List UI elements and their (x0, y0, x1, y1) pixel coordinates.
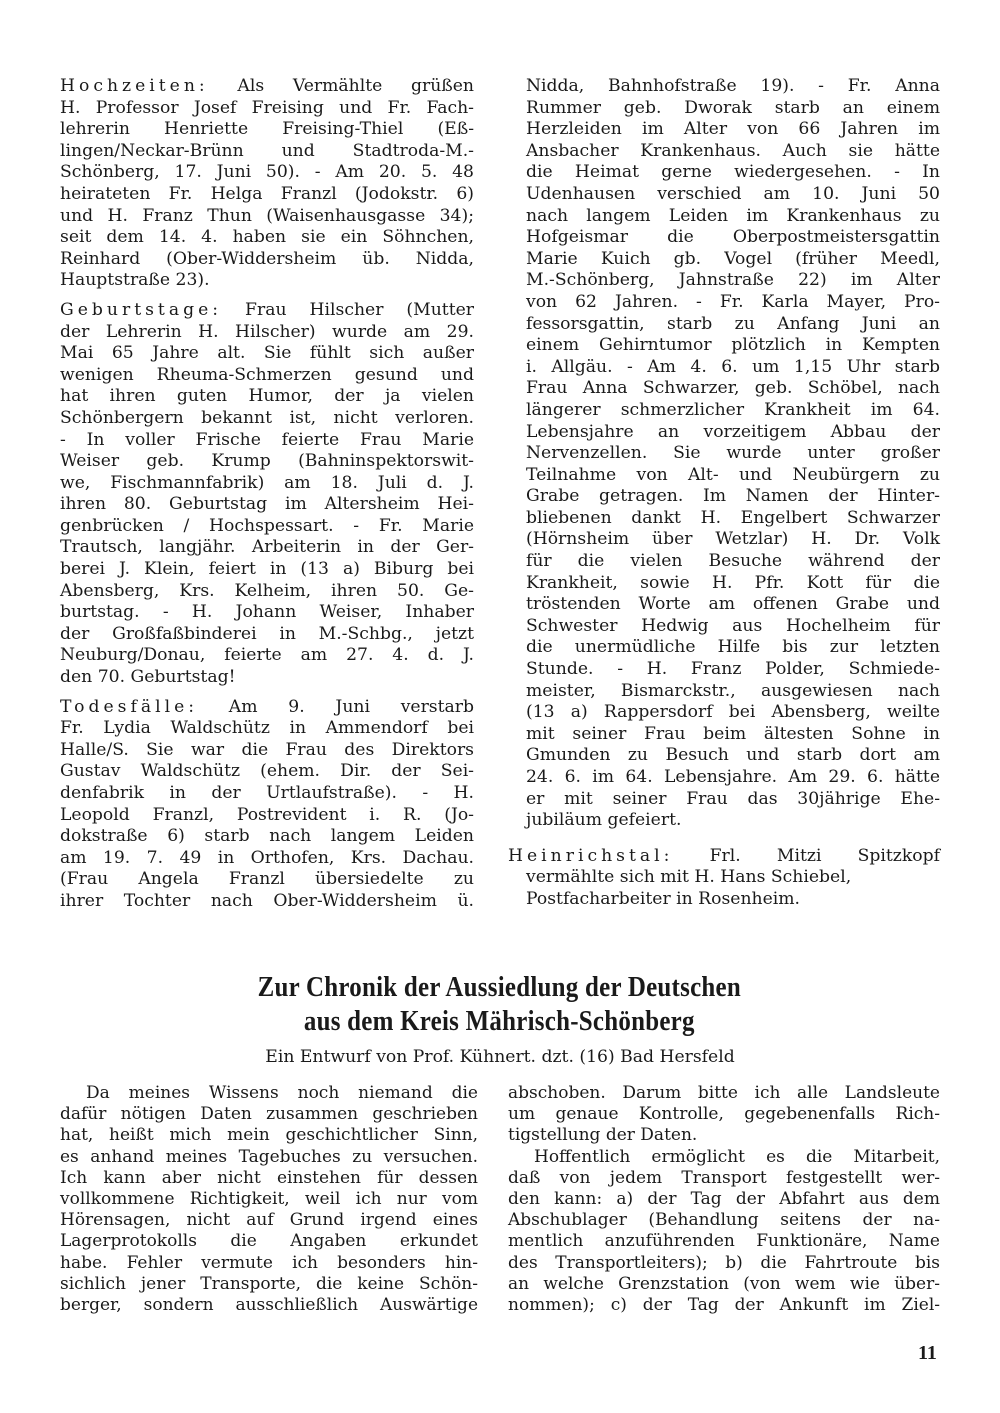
text-line: Mai 65 Jahre alt. Sie fühlt sich außer (60, 343, 474, 364)
section-hochzeiten (60, 76, 474, 292)
text-line: den kann: a) der Tag der Abfahrt aus dem (508, 1188, 940, 1209)
text-line: Nervenzellen. Sie wurde unter großer (526, 443, 940, 464)
text-line: genbrücken / Hochspessart. - Fr. Marie (60, 515, 474, 536)
text-line: Herzleiden im Alter von 66 Jahren im (526, 119, 940, 140)
text-line: einem Gehirntumor plötzlich in Kempten (526, 335, 940, 356)
text-line: am 19. 7. 49 in Orthofen, Krs. Dachau. (60, 847, 474, 868)
article-title-line-2: aus dem Kreis Mährisch-Schönberg (303, 1005, 695, 1037)
text-line: (13 a) Rappersdorf bei Abensberg, weilte (526, 702, 940, 723)
page-number: 11 (918, 1342, 937, 1364)
text-line: Trautsch, langjähr. Arbeiterin in der Ger- (60, 537, 474, 558)
text-line: jubiläum gefeiert. (526, 810, 682, 831)
text-line: längerer schmerzlicher Krankheit im 64. (526, 399, 940, 420)
section-label: Geburtstage: (60, 299, 223, 320)
section-label: Heinrichstal: (508, 845, 674, 866)
text-line: habe. Fehler vermute ich besonders hin- (60, 1252, 478, 1273)
article-title (69, 970, 929, 1038)
text-line: ihrer Tochter nach Ober-Widdersheim ü. (60, 890, 474, 911)
text-line: Hauptstraße 23). (60, 270, 210, 291)
text-line: bliebenen dankt H. Engelbert Schwarzer (526, 507, 940, 528)
text-line: Gmunden zu Besuch und starb dort am (526, 745, 940, 766)
text-line: Geburtstage: Frau Hilscher (Mutter (60, 299, 474, 320)
article-byline: Ein Entwurf von Prof. Kühnert. dzt. (16) Bad Hersfeld (265, 1047, 735, 1067)
text-line: der Großfaßbinderei in M.-Schbg., jetzt (60, 623, 474, 644)
text-line: vollkommene Richtigkeit, weil ich nur vom (60, 1188, 478, 1209)
text-line: Gustav Waldschütz (ehem. Dir. der Sei- (60, 761, 474, 782)
text-line: Marie Kuich gb. Vogel (früher Meedl, (526, 248, 940, 269)
section-todesfaelle (60, 697, 474, 913)
text-line: berei J. Klein, feiert in (13 a) Biburg bei (60, 559, 474, 580)
text-line: Rummer geb. Dworak starb an einem (526, 97, 940, 118)
text-line: Postfacharbeiter in Rosenheim. (526, 888, 801, 909)
text-line: Schönberg, 17. Juni 50). - Am 20. 5. 48 (60, 162, 474, 183)
text-line: es anhand meines Tagebuches zu versuchen. (60, 1146, 478, 1167)
article-left-column (60, 1083, 478, 1316)
text-line: Weiser geb. Krump (Bahninspektorswit- (60, 451, 474, 472)
text-line: Hofgeismar die Oberpostmeistersgattin (526, 227, 940, 248)
section-label: Todesfälle: (60, 696, 199, 717)
text-line: hat, heißt mich mein geschichtlicher Sinn, (60, 1125, 478, 1146)
text-line: Frau Anna Schwarzer, geb. Schöbel, nach (526, 378, 940, 399)
text-line: abschoben. Darum bitte ich alle Landsleute (508, 1083, 940, 1103)
text-line: dokstraße 6) starb nach langem Leiden (60, 826, 474, 847)
text-line: heirateten Fr. Helga Franzl (Jodokstr. 6) (60, 183, 474, 204)
text-line: denfabrik in der Urtlaufstraße). - H. (60, 783, 474, 803)
text-line: Halle/S. Sie war die Frau des Direktors (60, 739, 474, 760)
text-line: und H. Franz Thun (Waisenhausgasse 34); (60, 205, 474, 226)
section-heinrichstal (508, 846, 940, 911)
text-line: fessorsgattin, starb zu Anfang Juni an (526, 313, 940, 334)
article-right-column (508, 1083, 940, 1316)
text-line: - In voller Frische feierte Frau Marie (60, 429, 474, 450)
text-line: er mit seiner Frau das 30jährige Ehe- (526, 788, 940, 809)
text-line: i. Allgäu. - Am 4. 6. um 1,15 Uhr starb (526, 356, 940, 377)
text-line: Grabe getragen. Im Namen der Hinter- (526, 486, 940, 507)
article-title-line-1: Zur Chronik der Aussiedlung der Deutschen (257, 971, 742, 1003)
text-line: burtstag. - H. Johann Weiser, Inhaber (60, 602, 474, 623)
text-line: ihren 80. Geburtstag im Altersheim Hei- (60, 494, 474, 515)
text-line: Hoffentlich ermöglicht es die Mitarbeit, (534, 1146, 940, 1167)
text-line: von 62 Jahren. - Fr. Karla Mayer, Pro- (526, 291, 940, 312)
text-line: Todesfälle: Am 9. Juni verstarb (60, 696, 474, 717)
text-line: Stunde. - H. Franz Polder, Schmiede- (526, 659, 940, 680)
text-line: der Lehrerin H. Hilscher) wurde am 29. (60, 321, 474, 342)
top-right-column (508, 76, 940, 919)
section-todesfaelle-continued (526, 76, 940, 832)
text-line: Reinhard (Ober-Widdersheim üb. Nidda, (60, 248, 474, 269)
text-line: nach langem Leiden im Krankenhaus zu (526, 205, 940, 226)
text-line: Ich kann aber nicht einstehen für dessen (60, 1167, 478, 1188)
text-line: die Heimat gerne wiedergesehen. - In (526, 162, 940, 183)
text-line: Lebensjahre an vorzeitigem Abbau der (526, 421, 940, 442)
text-line: um genaue Kontrolle, gegebenenfalls Rich- (508, 1104, 940, 1125)
text-line: Heinrichstal: Frl. Mitzi Spitzkopf (508, 845, 940, 866)
text-line: Nidda, Bahnhofstraße 19). - Fr. Anna (526, 76, 940, 96)
text-line: Hörensagen, nicht auf Grund irgend eines (60, 1210, 478, 1231)
text-line: Hochzeiten: Als Vermählte grüßen (60, 76, 474, 96)
text-line: Ansbacher Krankenhaus. Auch sie hätte (526, 140, 940, 161)
text-line: Schönbergern bekannt ist, nicht verloren. (60, 407, 474, 428)
text-line: sichlich jener Transporte, die keine Schön- (60, 1273, 478, 1294)
text-line: an welche Grenzstation (von wem wie über- (508, 1273, 940, 1294)
text-line: Da meines Wissens noch niemand die (86, 1083, 478, 1103)
text-line: tigstellung der Daten. (508, 1125, 698, 1146)
text-line: die unermüdliche Hilfe bis zur letzten (526, 637, 940, 658)
text-line: Lagerprotokolls die Angaben erkundet (60, 1231, 478, 1252)
text-line: we, Fischmannfabrik) am 18. Juli d. J. (60, 472, 474, 493)
text-line: Fr. Lydia Waldschütz in Ammendorf bei (60, 718, 474, 739)
text-line: hat ihren guten Humor, der ja vielen (60, 386, 474, 407)
text-line: den 70. Geburtstag! (60, 667, 236, 688)
text-line: Krankheit, sowie H. Pfr. Kott für die (526, 572, 940, 593)
text-line: des Transportleiters); b) die Fahrtroute bis (508, 1252, 940, 1273)
text-line: tröstenden Worte am offenen Grabe und (526, 594, 940, 615)
text-line: Abschublager (Behandlung seitens der na- (508, 1210, 940, 1231)
text-line: Udenhausen verschied am 10. Juni 50 (526, 183, 940, 204)
text-line: mentlich anzuführenden Funktionäre, Name (508, 1231, 940, 1252)
section-geburtstage (60, 300, 474, 689)
text-line: H. Professor Josef Freising und Fr. Fach- (60, 97, 474, 118)
text-line: 24. 6. im 64. Lebensjahre. Am 29. 6. hätte (526, 767, 940, 787)
text-line: seit dem 14. 4. haben sie ein Söhnchen, (60, 227, 474, 248)
text-line: mit seiner Frau beim ältesten Sohne in (526, 723, 940, 744)
text-line: lingen/Neckar-Brünn und Stadtroda-M.- (60, 140, 474, 161)
text-line: dafür nötigen Daten zusammen geschrieben (60, 1104, 478, 1125)
top-left-column (60, 76, 474, 921)
text-line: (Hörnsheim über Wetzlar) H. Dr. Volk (526, 529, 940, 550)
text-line: daß von jedem Transport festgestellt wer- (508, 1167, 940, 1188)
text-line: Neuburg/Donau, feierte am 27. 4. d. J. (60, 645, 474, 666)
text-line: Teilnahme von Alt- und Neubürgern zu (526, 464, 940, 485)
text-line: berger, sondern ausschließlich Auswärtige (60, 1294, 478, 1315)
text-line: (Frau Angela Franzl übersiedelte zu (60, 869, 474, 890)
text-line: M.-Schönberg, Jahnstraße 22) im Alter (526, 270, 940, 291)
text-line: Schwester Hedwig aus Hochelheim für (526, 615, 940, 636)
text-line: Leopold Franzl, Postrevident i. R. (Jo- (60, 804, 474, 825)
text-line: meister, Bismarckstr., ausgewiesen nach (526, 680, 940, 701)
text-line: wenigen Rheuma-Schmerzen gesund und (60, 364, 474, 385)
text-line: vermählte sich mit H. Hans Schiebel, (526, 867, 852, 888)
section-label: Hochzeiten: (60, 76, 209, 96)
text-line: lehrerin Henriette Freising-Thiel (Eß- (60, 119, 474, 140)
text-line: Abensberg, Krs. Kelheim, ihren 50. Ge- (60, 580, 474, 601)
text-line: für die vielen Besuche während der (526, 551, 940, 572)
text-line: nommen); c) der Tag der Ankunft im Ziel- (508, 1294, 940, 1315)
